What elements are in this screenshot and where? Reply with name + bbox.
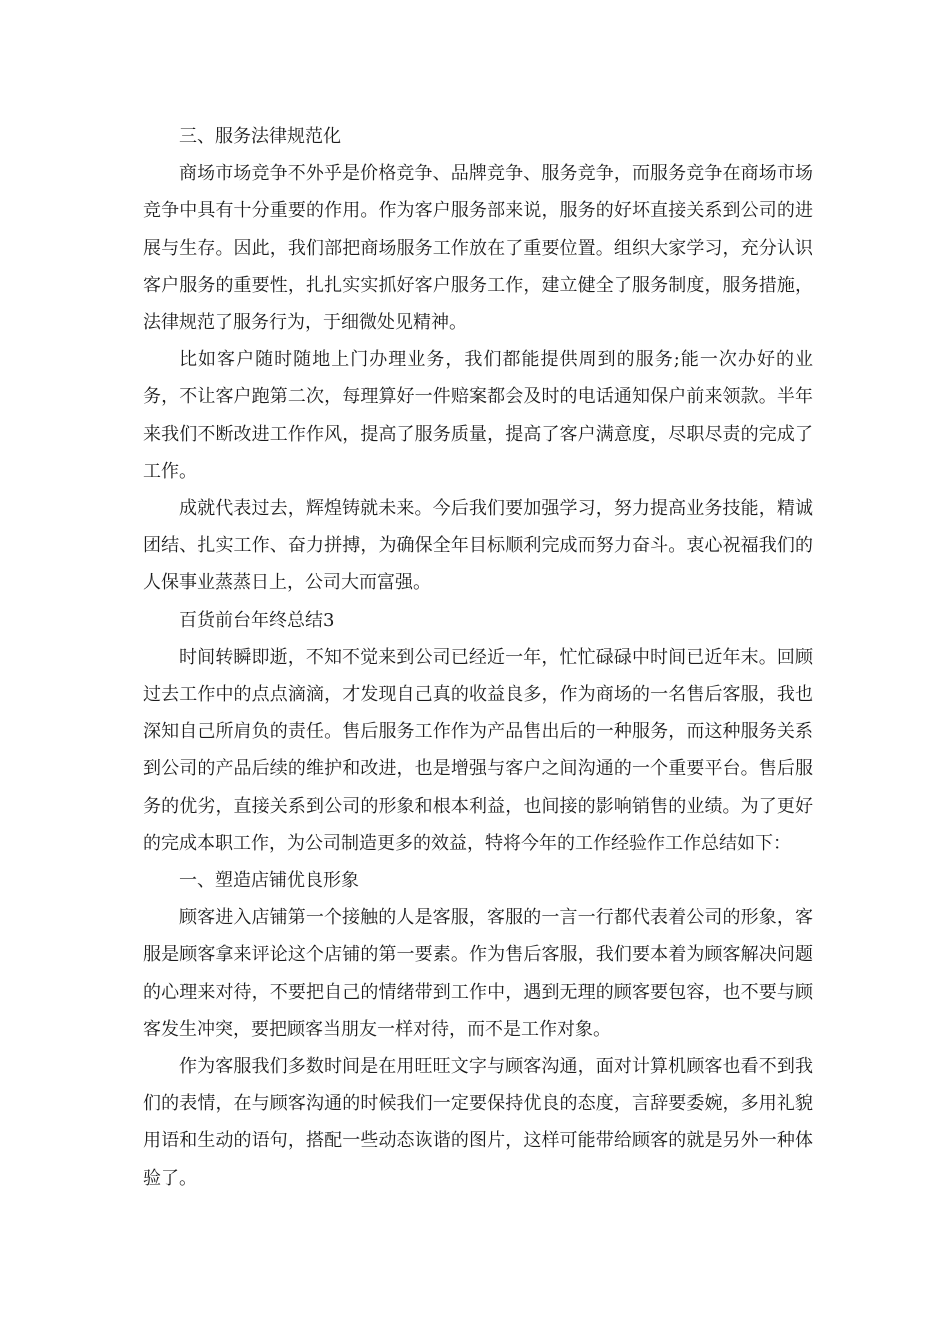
section-heading-summary-3: 百货前台年终总结3	[179, 609, 335, 631]
body-paragraph: 时间转瞬即逝，不知不觉来到公司已经近一年，忙忙碌碌中时间已近年末。回顾过去工作中的点点滴滴，才发现自己真的收益良多，作为商场的一名售后客服，我也深知自己所肩负的责任。售后服务工作作为产品售出后的一种服务，而这种服务关系到公司的产品后续的维护和改进，也是增强与客户之间沟通的一个重要平台。售后服务的优劣，直接关系到公司的形象和根本利益，也间接的影响销售的业绩。为了更好的完成本职工作，为公司制造更多的效益，特将今年的工作经验作工作总结如下：	[143, 646, 813, 854]
body-paragraph: 顾客进入店铺第一个接触的人是客服，客服的一言一行都代表着公司的形象，客服是顾客拿来评论这个店铺的第一要素。作为售后客服，我们要本着为顾客解决问题的心理来对待，不要把自己的情绪带到工作中，遇到无理的顾客要包容，也不要与顾客发生冲突，要把顾客当朋友一样对待，而不是工作对象。	[143, 907, 813, 1040]
section-heading-store-image: 一、塑造店铺优良形象	[179, 870, 359, 892]
section-heading-service-standardization: 三、服务法律规范化	[179, 126, 341, 147]
body-paragraph: 商场市场竞争不外乎是价格竞争、品牌竞争、服务竞争，而服务竞争在商场市场竞争中具有十分重要的作用。作为客户服务部来说，服务的好坏直接关系到公司的进展与生存。因此，我们部把商场服务工作放在了重要位置。组织大家学习，充分认识客户服务的重要性，扎扎实实抓好客户服务工作，建立健全了服务制度，服务措施，法律规范了服务行为，于细微处见精神。	[143, 163, 813, 334]
body-paragraph: 作为客服我们多数时间是在用旺旺文字与顾客沟通，面对计算机顾客也看不到我们的表情，在与顾客沟通的时候我们一定要保持优良的态度，言辞要委婉，多用礼貌用语和生动的语句，搭配一些动态诙谐的图片，这样可能带给顾客的就是另外一种体验了。	[143, 1056, 813, 1189]
body-paragraph: 成就代表过去，辉煌铸就未来。今后我们要加强学习，努力提高业务技能，精诚团结、扎实工作、奋力拼搏，为确保全年目标顺利完成而努力奋斗。衷心祝福我们的人保事业蒸蒸日上，公司大而富强。	[143, 498, 813, 594]
body-paragraph: 比如客户随时随地上门办理业务，我们都能提供周到的服务;能一次办好的业务，不让客户跑第二次，每理算好一件赔案都会及时的电话通知保户前来领款。半年来我们不断改进工作作风，提高了服务质量，提高了客户满意度，尽职尽责的完成了工作。	[143, 349, 813, 482]
document-body	[143, 118, 813, 1197]
